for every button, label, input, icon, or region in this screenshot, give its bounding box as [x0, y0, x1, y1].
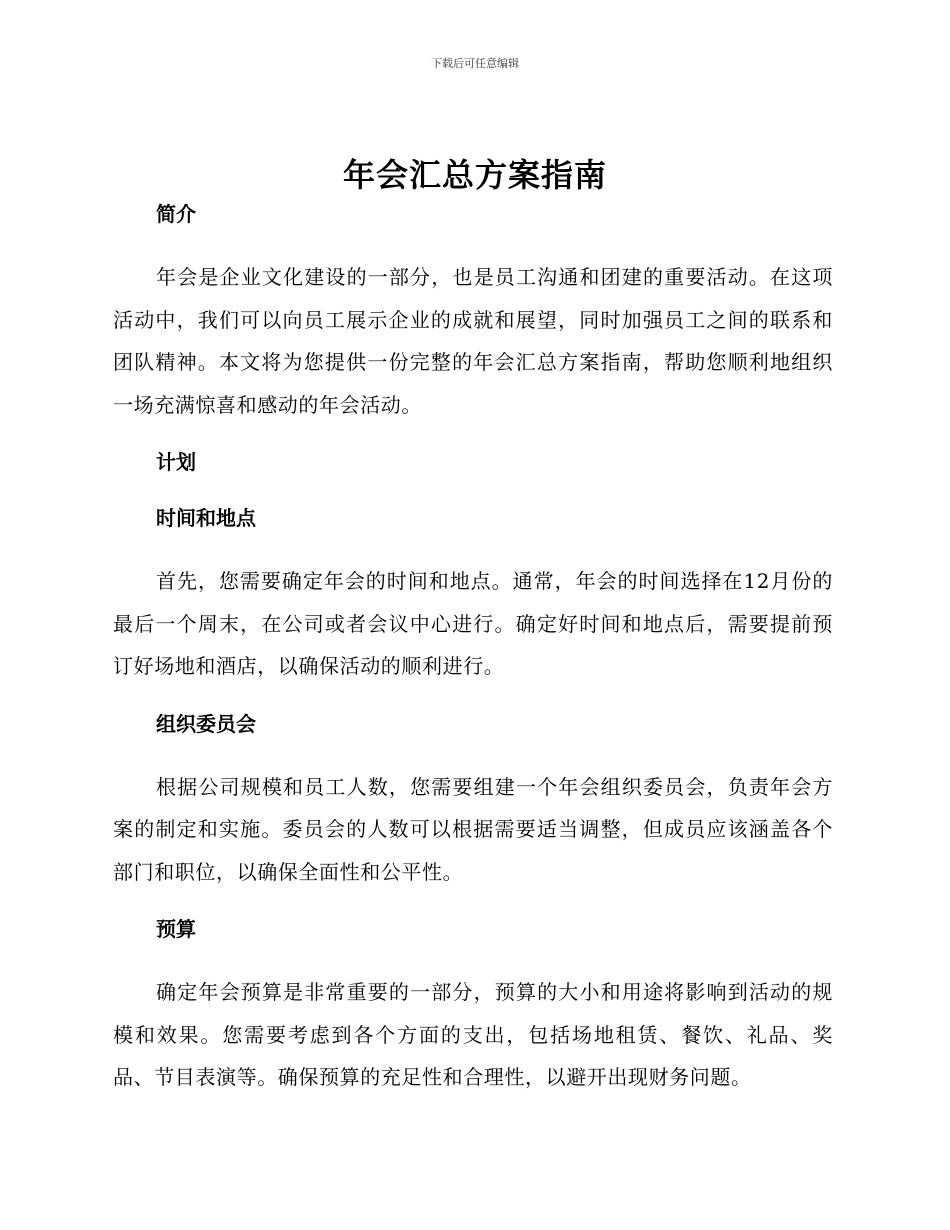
section-heading-plan: 计划: [156, 450, 196, 474]
section-heading-time-location: 时间和地点: [156, 506, 256, 530]
paragraph-time-location: 首先，您需要确定年会的时间和地点。通常，年会的时间选择在12月份的最后一个周末，在公司或者会议中心进行。确定好时间和地点后，需要提前预订好场地和酒店，以确保活动的顺利进行。: [113, 569, 833, 678]
section-heading-intro: 简介: [156, 202, 196, 226]
paragraph-budget: 确定年会预算是非常重要的一部分，预算的大小和用途将影响到活动的规模和效果。您需要考虑到各个方面的支出，包括场地租赁、餐饮、礼品、奖品、节目表演等。确保预算的充足性和合理性，以避开出现财务问题。: [113, 980, 833, 1089]
document-title: 年会汇总方案指南: [342, 156, 607, 194]
paragraph-committee: 根据公司规模和员工人数，您需要组建一个年会组织委员会，负责年会方案的制定和实施。委员会的人数可以根据需要适当调整，但成员应该涵盖各个部门和职位，以确保全面性和公平性。: [113, 774, 833, 884]
section-heading-budget: 预算: [156, 917, 196, 941]
document-body: [113, 200, 833, 1099]
section-heading-committee: 组织委员会: [156, 711, 256, 736]
header-note: 下载后可任意编辑: [431, 57, 519, 70]
paragraph-intro: 年会是企业文化建设的一部分，也是员工沟通和团建的重要活动。在这项活动中，我们可以向员工展示企业的成就和展望，同时加强员工之间的联系和团队精神。本文将为您提供一份完整的年会汇总方案指南，帮助您顺利地组织一场充满惊喜和感动的年会活动。: [113, 265, 833, 417]
